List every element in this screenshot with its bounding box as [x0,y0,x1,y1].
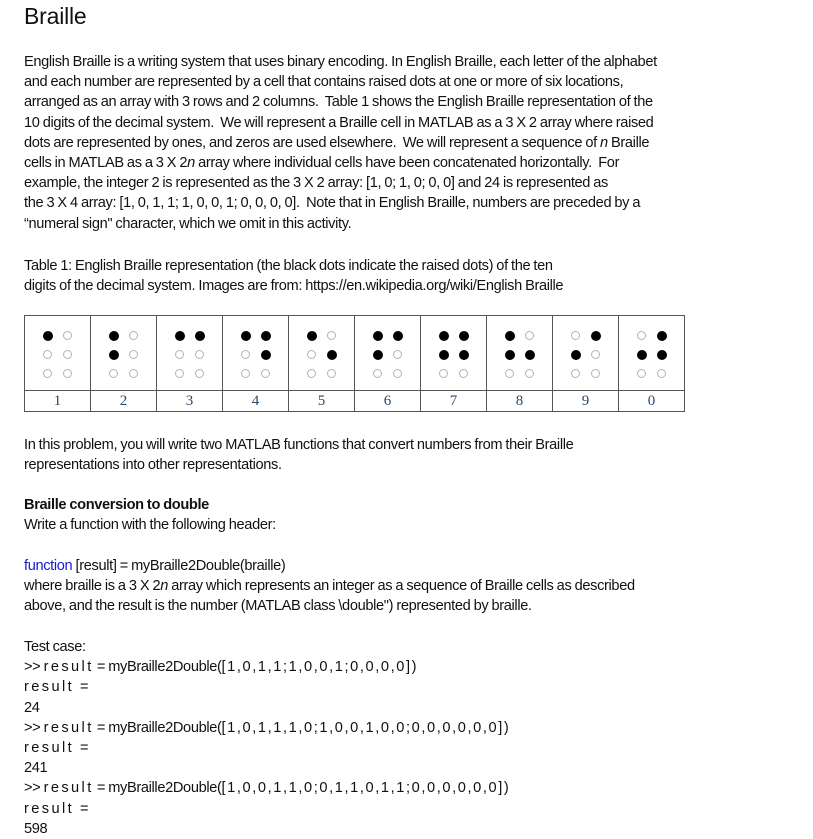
flat-dot-icon [373,369,382,378]
raised-dot-icon [307,331,317,341]
intro-line [24,133,657,153]
problem-line: In this problem, you will write two MATLAB functions that convert numbers from their Braille [24,437,574,453]
test-case-output-value: 24 [24,699,40,716]
section-braille-to-double [24,495,276,535]
flat-dot-icon [393,369,402,378]
intro-line: 10 digits of the decimal system. We will represent a Braille cell in MATLAB as a 3 X 2 array where raised [24,114,654,131]
braille-dot-grid [373,331,403,379]
flat-dot-icon [525,331,534,340]
raised-dot-icon [393,331,403,341]
call-arguments: [1,0,1,1,1,0;1,0,0,1,0,0;0,0,0,0,0,0]) [221,719,511,736]
test-case-output-label: result = [24,800,91,817]
variable-n: n [600,134,608,151]
intro-text: cells in MATLAB as a 3 X 2 [24,155,188,172]
braille-cell [355,316,421,391]
digit-label: 7 [421,391,487,412]
flat-dot-icon [571,331,580,340]
problem-line: representations into other representations. [24,457,282,474]
intro-line: “numeral sign" character, which we omit in this activity. [24,215,352,232]
prompt: >> [24,719,44,736]
intro-line: and each number are represented by a cell that contains raised dots at one or more of six locations, [24,74,624,91]
flat-dot-icon [109,369,118,378]
raised-dot-icon [261,331,271,341]
table-caption [24,256,563,296]
braille-cell [487,316,553,391]
flat-dot-icon [307,369,316,378]
flat-dot-icon [175,350,184,359]
description-line [24,576,635,596]
digit-label: 4 [223,391,289,412]
result-variable: result [43,780,94,797]
digit-labels-row [25,391,685,412]
flat-dot-icon [637,369,646,378]
digit-label: 3 [157,391,223,412]
result-variable: result [43,659,94,676]
raised-dot-icon [637,350,647,360]
variable-n: n [187,155,195,172]
intro-line: example, the integer 2 is represented as the 3 X 2 array: [1, 0; 1, 0; 0, 0] and 24 is represented as [24,175,608,192]
raised-dot-icon [439,350,449,360]
test-case-command [24,718,510,738]
flat-dot-icon [261,369,270,378]
variable-n: n [160,578,169,595]
flat-dot-icon [327,331,336,340]
braille-dot-grid [43,331,73,379]
description-line: above, and the result is the number (MATLAB class \double") represented by braille. [24,598,532,615]
raised-dot-icon [373,350,383,360]
intro-text: dots are represented by ones, and zeros are used elsewhere. We will represent a sequence of [24,134,601,151]
raised-dot-icon [591,331,601,341]
test-case-output-value: 598 [24,820,48,837]
flat-dot-icon [63,331,72,340]
call-arguments: [1,0,1,1;1,0,0,1;0,0,0,0]) [221,659,419,676]
raised-dot-icon [571,350,581,360]
digit-label: 9 [553,391,619,412]
function-call: = myBraille2Double( [93,719,222,736]
braille-dot-grid [571,331,601,379]
caption-line: Table 1: English Braille representation (the black dots indicate the raised dots) of the ten [24,258,553,274]
braille-dot-grid [175,331,205,379]
digit-label: 2 [91,391,157,412]
flat-dot-icon [591,369,600,378]
braille-digits-table [24,315,685,412]
raised-dot-icon [505,350,515,360]
flat-dot-icon [129,369,138,378]
flat-dot-icon [525,369,534,378]
test-case-command [24,657,510,677]
raised-dot-icon [657,350,667,360]
raised-dot-icon [459,331,469,341]
braille-cells-row [25,316,685,391]
braille-dot-grid [241,331,271,379]
problem-paragraph [24,435,573,475]
flat-dot-icon [637,331,646,340]
raised-dot-icon [195,331,205,341]
function-header-rest: [result] = myBraille2Double(braille) [72,558,286,574]
raised-dot-icon [373,331,383,341]
caption-line: digits of the decimal system. Images are from: https://en.wikipedia.org/wiki/English Braille [24,278,564,295]
call-arguments: [1,0,0,1,1,0;0,1,1,0,1,1;0,0,0,0,0,0]) [221,780,511,797]
raised-dot-icon [241,331,251,341]
prompt: >> [24,659,44,676]
description-text: where braille is a 3 X 2 [24,578,161,595]
braille-dot-grid [637,331,667,379]
digit-label: 0 [619,391,685,412]
braille-cell [289,316,355,391]
braille-cell [553,316,619,391]
raised-dot-icon [327,350,337,360]
function-keyword: function [24,558,73,574]
digit-label: 1 [25,391,91,412]
braille-dot-grid [109,331,139,379]
flat-dot-icon [591,350,600,359]
digit-label: 6 [355,391,421,412]
braille-dot-grid [439,331,469,379]
flat-dot-icon [459,369,468,378]
intro-text: Braille [607,134,650,151]
flat-dot-icon [505,369,514,378]
intro-line: English Braille is a writing system that uses binary encoding. In English Braille, each letter of the alphabet [24,54,657,70]
braille-cell [91,316,157,391]
test-cases-block [24,637,510,839]
flat-dot-icon [43,369,52,378]
page-title: Braille [24,3,87,29]
raised-dot-icon [525,350,535,360]
section-subtext: Write a function with the following header: [24,517,276,534]
test-case-command [24,778,510,798]
result-variable: result [43,719,94,736]
flat-dot-icon [241,369,250,378]
flat-dot-icon [175,369,184,378]
flat-dot-icon [195,350,204,359]
flat-dot-icon [657,369,666,378]
function-header [24,556,635,576]
braille-cell [223,316,289,391]
raised-dot-icon [439,331,449,341]
flat-dot-icon [307,350,316,359]
flat-dot-icon [241,350,250,359]
raised-dot-icon [175,331,185,341]
raised-dot-icon [109,331,119,341]
flat-dot-icon [129,331,138,340]
function-signature-block [24,556,635,617]
raised-dot-icon [261,350,271,360]
braille-cell [25,316,91,391]
raised-dot-icon [657,331,667,341]
braille-dot-grid [307,331,337,379]
intro-paragraph [24,52,657,234]
flat-dot-icon [129,350,138,359]
description-text: array which represents an integer as a sequence of Braille cells as described [168,578,635,595]
flat-dot-icon [195,369,204,378]
function-call: = myBraille2Double( [93,780,222,797]
section-heading: Braille conversion to double [24,497,209,513]
raised-dot-icon [505,331,515,341]
flat-dot-icon [439,369,448,378]
intro-line [24,153,657,173]
flat-dot-icon [63,369,72,378]
flat-dot-icon [43,350,52,359]
test-case-output-label: result = [24,740,91,757]
flat-dot-icon [393,350,402,359]
braille-cell [421,316,487,391]
flat-dot-icon [63,350,72,359]
test-case-heading: Test case: [24,639,86,655]
intro-line: the 3 X 4 array: [1, 0, 1, 1; 1, 0, 0, 1; 0, 0, 0, 0]. Note that in English Braille, numbers are preceded by a [24,195,641,212]
braille-cell [619,316,685,391]
raised-dot-icon [459,350,469,360]
test-case-output-label: result = [24,679,91,696]
braille-cell [157,316,223,391]
flat-dot-icon [327,369,336,378]
function-call: = myBraille2Double( [93,659,222,676]
digit-label: 5 [289,391,355,412]
raised-dot-icon [43,331,53,341]
digit-label: 8 [487,391,553,412]
prompt: >> [24,780,44,797]
flat-dot-icon [571,369,580,378]
braille-dot-grid [505,331,535,379]
raised-dot-icon [109,350,119,360]
test-case-output-value: 241 [24,760,48,777]
intro-line: arranged as an array with 3 rows and 2 columns. Table 1 shows the English Braille representation of the [24,94,653,111]
intro-text: array where individual cells have been concatenated horizontally. For [194,155,620,172]
